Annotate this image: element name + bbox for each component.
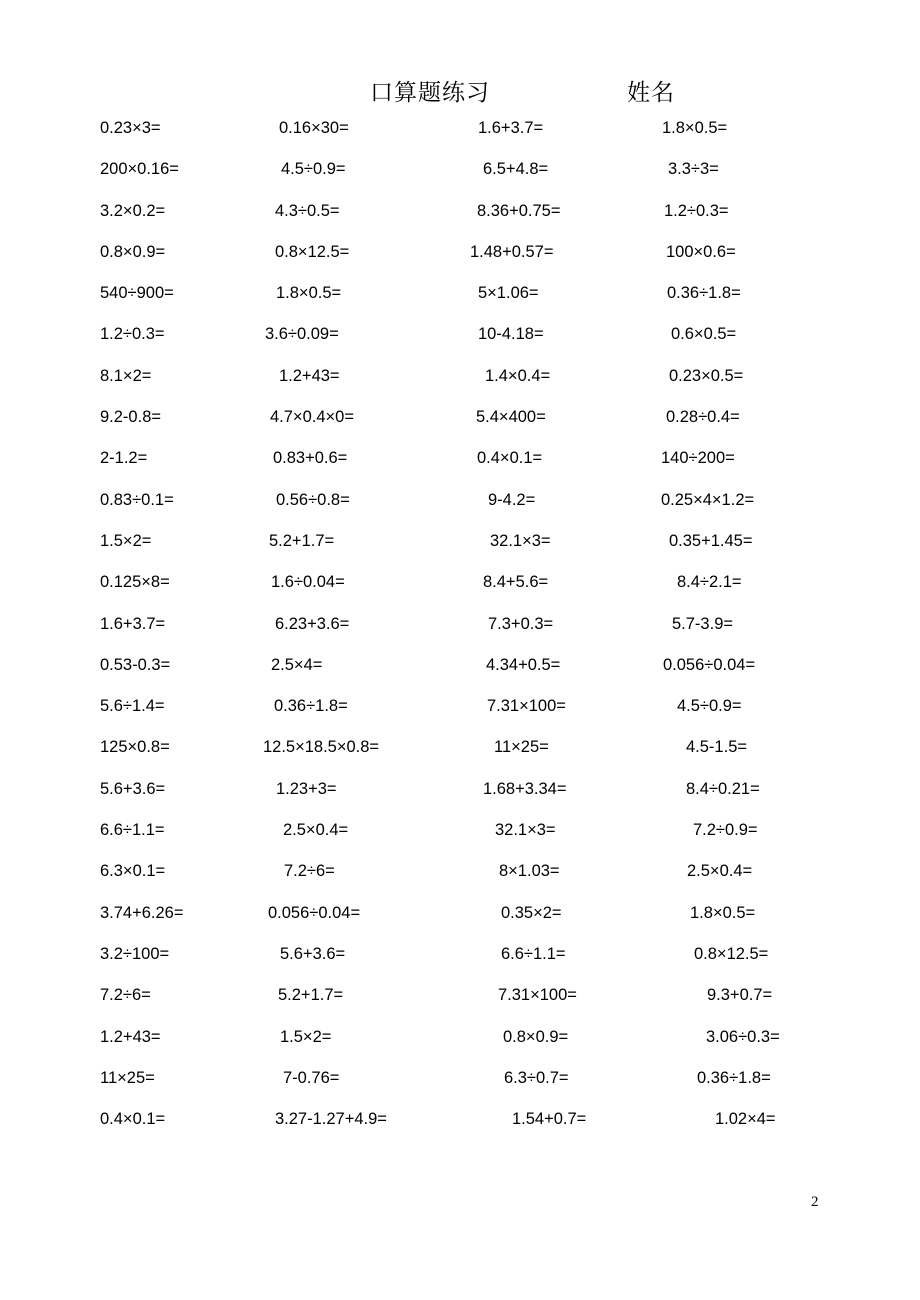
problem-cell: 3.3÷3= [668, 160, 719, 179]
problem-cell: 1.8×0.5= [690, 903, 756, 922]
problem-cell: 0.35×2= [501, 903, 562, 922]
problem-cell: 8.4÷0.21= [686, 779, 760, 798]
problem-row [0, 612, 920, 653]
problem-cell: 1.6+3.7= [100, 614, 166, 633]
problem-cell: 1.2÷0.3= [100, 325, 165, 344]
problem-cell: 11×25= [494, 738, 549, 757]
problem-cell: 1.2+43= [279, 366, 340, 385]
problem-cell: 2.5×4= [271, 655, 323, 674]
problem-cell: 0.8×0.9= [100, 242, 166, 261]
problem-cell: 0.4×0.1= [477, 449, 543, 468]
problem-grid [0, 116, 920, 1148]
name-label: 姓名 [627, 80, 675, 106]
problem-cell: 7.31×100= [487, 697, 566, 716]
problem-cell: 0.23×3= [100, 119, 161, 137]
problem-cell: 10-4.18= [478, 325, 544, 344]
problem-cell: 2.5×0.4= [687, 862, 753, 881]
problem-cell: 1.2+43= [100, 1027, 161, 1046]
problem-cell: 0.36÷1.8= [697, 1068, 771, 1087]
problem-cell: 9-4.2= [488, 490, 536, 509]
problem-cell: 6.23+3.6= [275, 614, 350, 633]
problem-cell: 12.5×18.5×0.8= [263, 738, 380, 757]
problem-cell: 4.7×0.4×0= [270, 408, 354, 427]
problem-cell: 1.5×2= [100, 531, 152, 550]
problem-cell: 0.83+0.6= [273, 449, 348, 468]
problem-cell: 11×25= [100, 1068, 155, 1087]
problem-cell: 7.2÷6= [284, 862, 335, 881]
problem-row [0, 199, 920, 240]
problem-cell: 0.36÷1.8= [274, 697, 348, 716]
problem-cell: 0.6×0.5= [671, 325, 737, 344]
problem-cell: 1.54+0.7= [512, 1110, 587, 1129]
problem-cell: 200×0.16= [100, 160, 179, 179]
problem-cell: 0.4×0.1= [100, 1110, 166, 1129]
problem-cell: 8×1.03= [499, 862, 560, 881]
problem-cell: 9.3+0.7= [707, 986, 773, 1005]
problem-cell: 9.2-0.8= [100, 408, 162, 427]
problem-cell: 32.1×3= [495, 821, 556, 840]
problem-cell: 5×1.06= [478, 284, 539, 303]
problem-cell: 7.31×100= [498, 986, 577, 1005]
problem-cell: 32.1×3= [490, 531, 551, 550]
problem-cell: 6.3×0.1= [100, 862, 166, 881]
problem-cell: 0.23×0.5= [669, 366, 744, 385]
problem-cell: 5.2+1.7= [269, 531, 335, 550]
problem-row [0, 116, 920, 157]
problem-cell: 0.28÷0.4= [666, 408, 740, 427]
problem-cell: 0.8×12.5= [694, 944, 769, 963]
problem-cell: 3.74+6.26= [100, 903, 184, 922]
problem-cell: 6.6÷1.1= [100, 821, 165, 840]
problem-cell: 3.6÷0.09= [265, 325, 339, 344]
problem-row [0, 1066, 920, 1107]
problem-row [0, 694, 920, 735]
problem-row [0, 488, 920, 529]
problem-cell: 0.16×30= [279, 119, 349, 137]
problem-row [0, 322, 920, 363]
problem-cell: 1.6+3.7= [478, 119, 544, 137]
problem-row [0, 859, 920, 900]
problem-row [0, 157, 920, 198]
problem-cell: 3.27-1.27+4.9= [275, 1110, 387, 1129]
problem-cell: 1.8×0.5= [276, 284, 342, 303]
problem-cell: 8.1×2= [100, 366, 152, 385]
problem-row [0, 570, 920, 611]
problem-cell: 5.7-3.9= [672, 614, 734, 633]
problem-cell: 8.36+0.75= [477, 201, 561, 220]
problem-cell: 5.4×400= [476, 408, 546, 427]
problem-cell: 0.25×4×1.2= [661, 490, 755, 509]
problem-cell: 125×0.8= [100, 738, 170, 757]
problem-row [0, 1025, 920, 1066]
problem-cell: 4.5÷0.9= [281, 160, 346, 179]
problem-cell: 7.2÷6= [100, 986, 151, 1005]
worksheet-header [0, 74, 920, 108]
problem-cell: 1.02×4= [715, 1110, 776, 1129]
problem-row [0, 281, 920, 322]
problem-cell: 1.48+0.57= [470, 242, 554, 261]
problem-cell: 3.06÷0.3= [706, 1027, 780, 1046]
problem-row [0, 240, 920, 281]
problem-cell: 140÷200= [661, 449, 735, 468]
problem-cell: 4.5÷0.9= [677, 697, 742, 716]
problem-row [0, 446, 920, 487]
problem-cell: 540÷900= [100, 284, 174, 303]
problem-row [0, 983, 920, 1024]
problem-cell: 0.56÷0.8= [276, 490, 350, 509]
problem-cell: 7.3+0.3= [488, 614, 554, 633]
problem-row [0, 777, 920, 818]
problem-cell: 1.2÷0.3= [664, 201, 729, 220]
problem-cell: 1.6÷0.04= [271, 573, 345, 592]
problem-cell: 8.4+5.6= [483, 573, 549, 592]
page-number: 2 [811, 1194, 819, 1210]
problem-cell: 4.3÷0.5= [275, 201, 340, 220]
problem-cell: 4.34+0.5= [486, 655, 561, 674]
problem-cell: 2.5×0.4= [283, 821, 349, 840]
problem-cell: 5.6÷1.4= [100, 697, 165, 716]
problem-cell: 1.4×0.4= [485, 366, 551, 385]
problem-row [0, 901, 920, 942]
problem-cell: 0.83÷0.1= [100, 490, 174, 509]
problem-cell: 6.3÷0.7= [504, 1068, 569, 1087]
problem-cell: 1.68+3.34= [483, 779, 567, 798]
problem-cell: 4.5-1.5= [686, 738, 748, 757]
problem-cell: 5.6+3.6= [100, 779, 166, 798]
problem-cell: 3.2÷100= [100, 944, 170, 963]
worksheet-title: 口算题练习 [370, 80, 490, 106]
problem-cell: 1.8×0.5= [662, 119, 728, 137]
problem-cell: 7-0.76= [283, 1068, 340, 1087]
problem-cell: 1.5×2= [280, 1027, 332, 1046]
problem-cell: 8.4÷2.1= [677, 573, 742, 592]
problem-cell: 0.056÷0.04= [268, 903, 361, 922]
problem-cell: 5.2+1.7= [278, 986, 344, 1005]
problem-cell: 6.5+4.8= [483, 160, 549, 179]
problem-cell: 6.6÷1.1= [501, 944, 566, 963]
problem-row [0, 818, 920, 859]
problem-row [0, 529, 920, 570]
problem-cell: 5.6+3.6= [280, 944, 346, 963]
problem-row [0, 405, 920, 446]
problem-cell: 0.53-0.3= [100, 655, 171, 674]
problem-cell: 0.8×0.9= [503, 1027, 569, 1046]
problem-cell: 0.35+1.45= [669, 531, 753, 550]
problem-row [0, 653, 920, 694]
problem-row [0, 735, 920, 776]
problem-cell: 0.8×12.5= [275, 242, 350, 261]
problem-row [0, 1107, 920, 1148]
problem-cell: 0.056÷0.04= [663, 655, 756, 674]
problem-cell: 0.36÷1.8= [667, 284, 741, 303]
problem-cell: 2-1.2= [100, 449, 148, 468]
problem-cell: 7.2÷0.9= [693, 821, 758, 840]
problem-cell: 1.23+3= [276, 779, 337, 798]
problem-row [0, 364, 920, 405]
problem-cell: 0.125×8= [100, 573, 170, 592]
problem-cell: 3.2×0.2= [100, 201, 166, 220]
problem-row [0, 942, 920, 983]
problem-cell: 100×0.6= [666, 242, 736, 261]
